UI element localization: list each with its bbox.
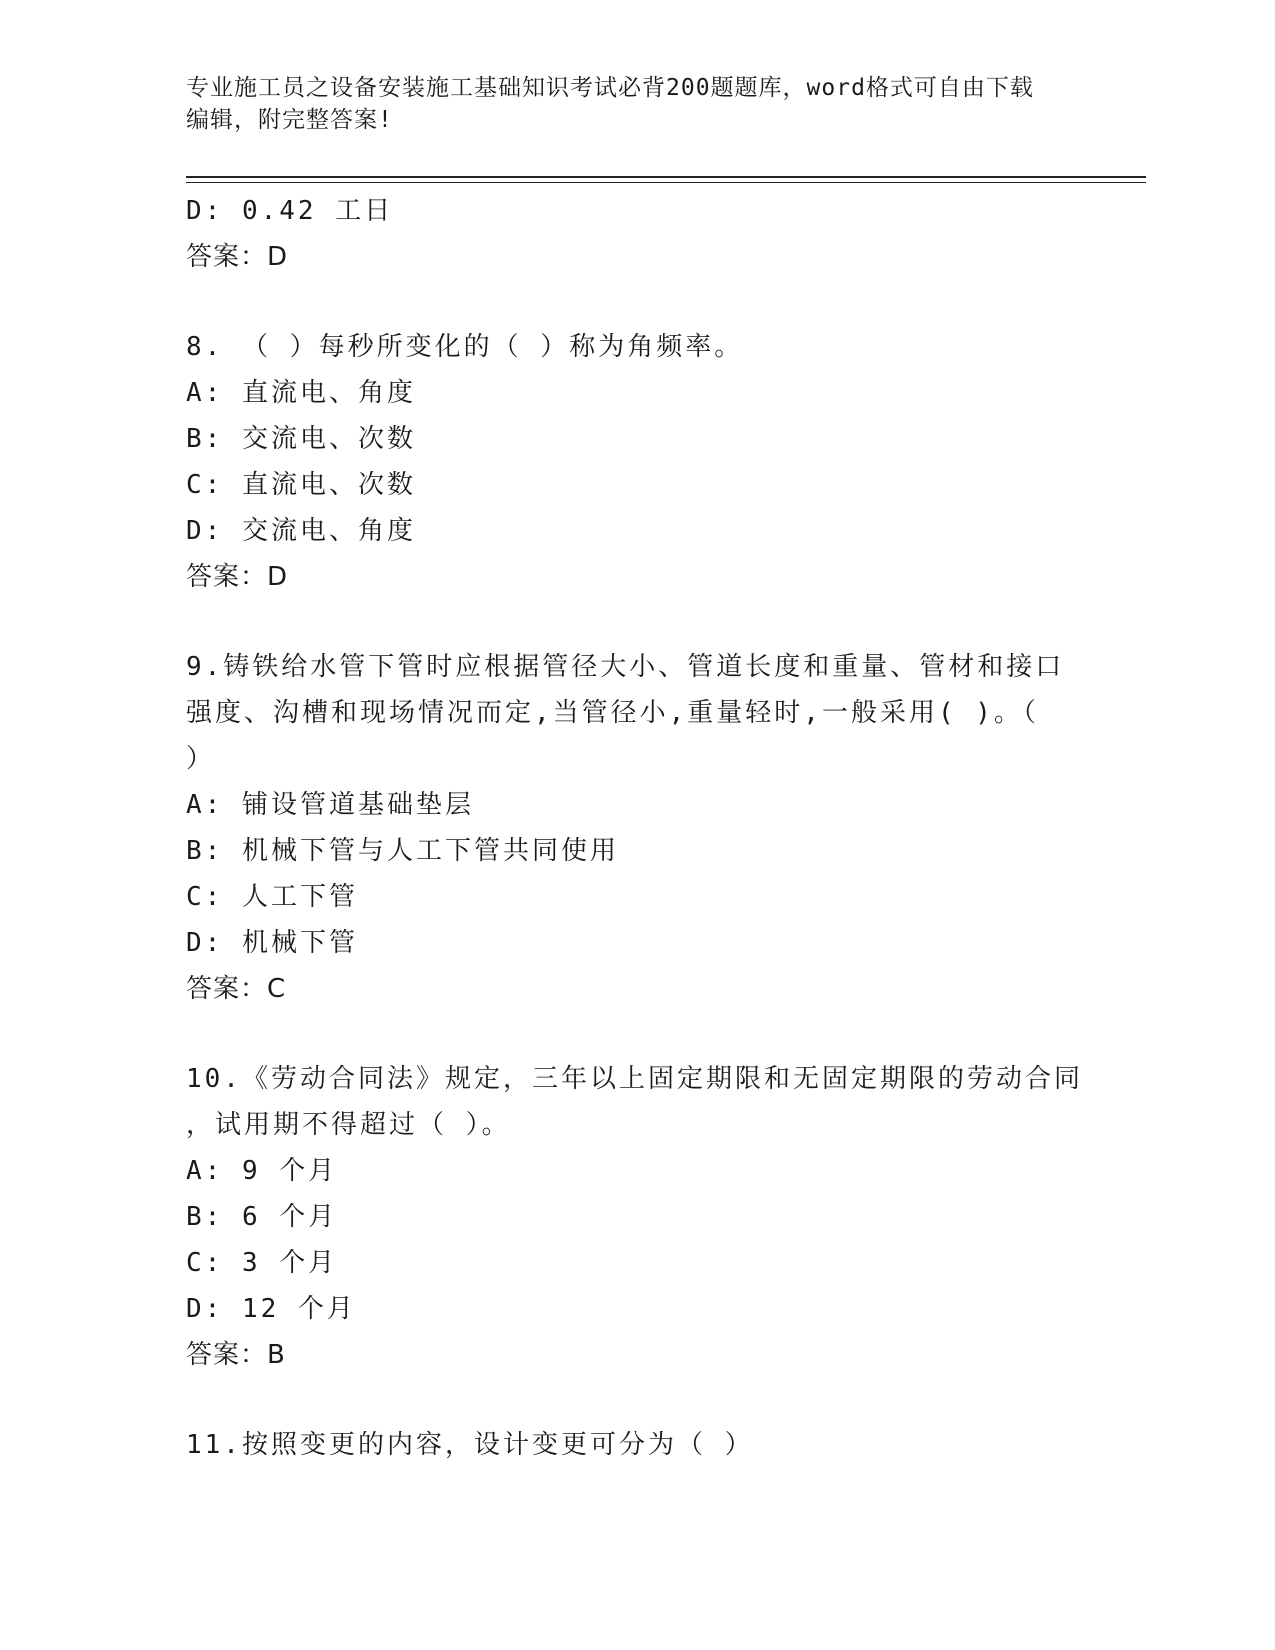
document-header — [186, 72, 1066, 136]
header-divider-thin — [186, 182, 1146, 183]
question-stem-line-1: 9.铸铁给水管下管时应根据管径大小、管道长度和重量、管材和接口 — [186, 652, 1065, 682]
option-a: A: 铺设管道基础垫层 — [186, 790, 474, 820]
answer-line: 答案：D — [186, 562, 289, 592]
question-stem-line-1: 10.《劳动合同法》规定，三年以上固定期限和无固定期限的劳动合同 — [186, 1064, 1083, 1094]
question-item-8 — [186, 324, 1086, 600]
header-title-line-1: 专业施工员之设备安装施工基础知识考试必背200题题库，word格式可自由下载 — [186, 75, 1034, 101]
option-a: A: 直流电、角度 — [186, 378, 416, 408]
option-d: D: 机械下管 — [186, 928, 358, 958]
option-a: A: 9 个月 — [186, 1156, 338, 1186]
question-item-11 — [186, 1422, 1086, 1468]
spacer — [186, 600, 1086, 644]
answer-line: 答案：B — [186, 1340, 286, 1370]
option-b: B: 机械下管与人工下管共同使用 — [186, 836, 619, 866]
option-c: C: 直流电、次数 — [186, 470, 416, 500]
spacer — [186, 1012, 1086, 1056]
option-d: D: 12 个月 — [186, 1294, 356, 1324]
option-c: C: 人工下管 — [186, 882, 358, 912]
answer-line: 答案：C — [186, 974, 287, 1004]
question-stem: 11.按照变更的内容，设计变更可分为（ ） — [186, 1430, 754, 1460]
option-d: D: 交流电、角度 — [186, 516, 416, 546]
question-item-10 — [186, 1056, 1086, 1378]
option-c: C: 3 个月 — [186, 1248, 338, 1278]
question-stem-line-2: ，试用期不得超过（ ）。 — [186, 1110, 511, 1140]
header-title-line-2: 编辑，附完整答案! — [186, 107, 393, 133]
option-d: D: 0.42 工日 — [186, 196, 394, 226]
question-stem-line-2: 强度、沟槽和现场情况而定,当管径小,重量轻时,一般采用( )。（ — [186, 698, 1039, 728]
option-b: B: 6 个月 — [186, 1202, 338, 1232]
question-item-9 — [186, 644, 1086, 1012]
header-divider-thick — [186, 176, 1146, 178]
answer-line: 答案：D — [186, 242, 289, 272]
spacer — [186, 280, 1086, 324]
option-b: B: 交流电、次数 — [186, 424, 416, 454]
question-stem: 8. （ ）每秒所变化的（ ）称为角频率。 — [186, 332, 744, 362]
spacer — [186, 1378, 1086, 1422]
question-content — [186, 188, 1086, 1468]
question-fragment — [186, 188, 1086, 280]
question-stem-line-3: ） — [186, 744, 216, 774]
